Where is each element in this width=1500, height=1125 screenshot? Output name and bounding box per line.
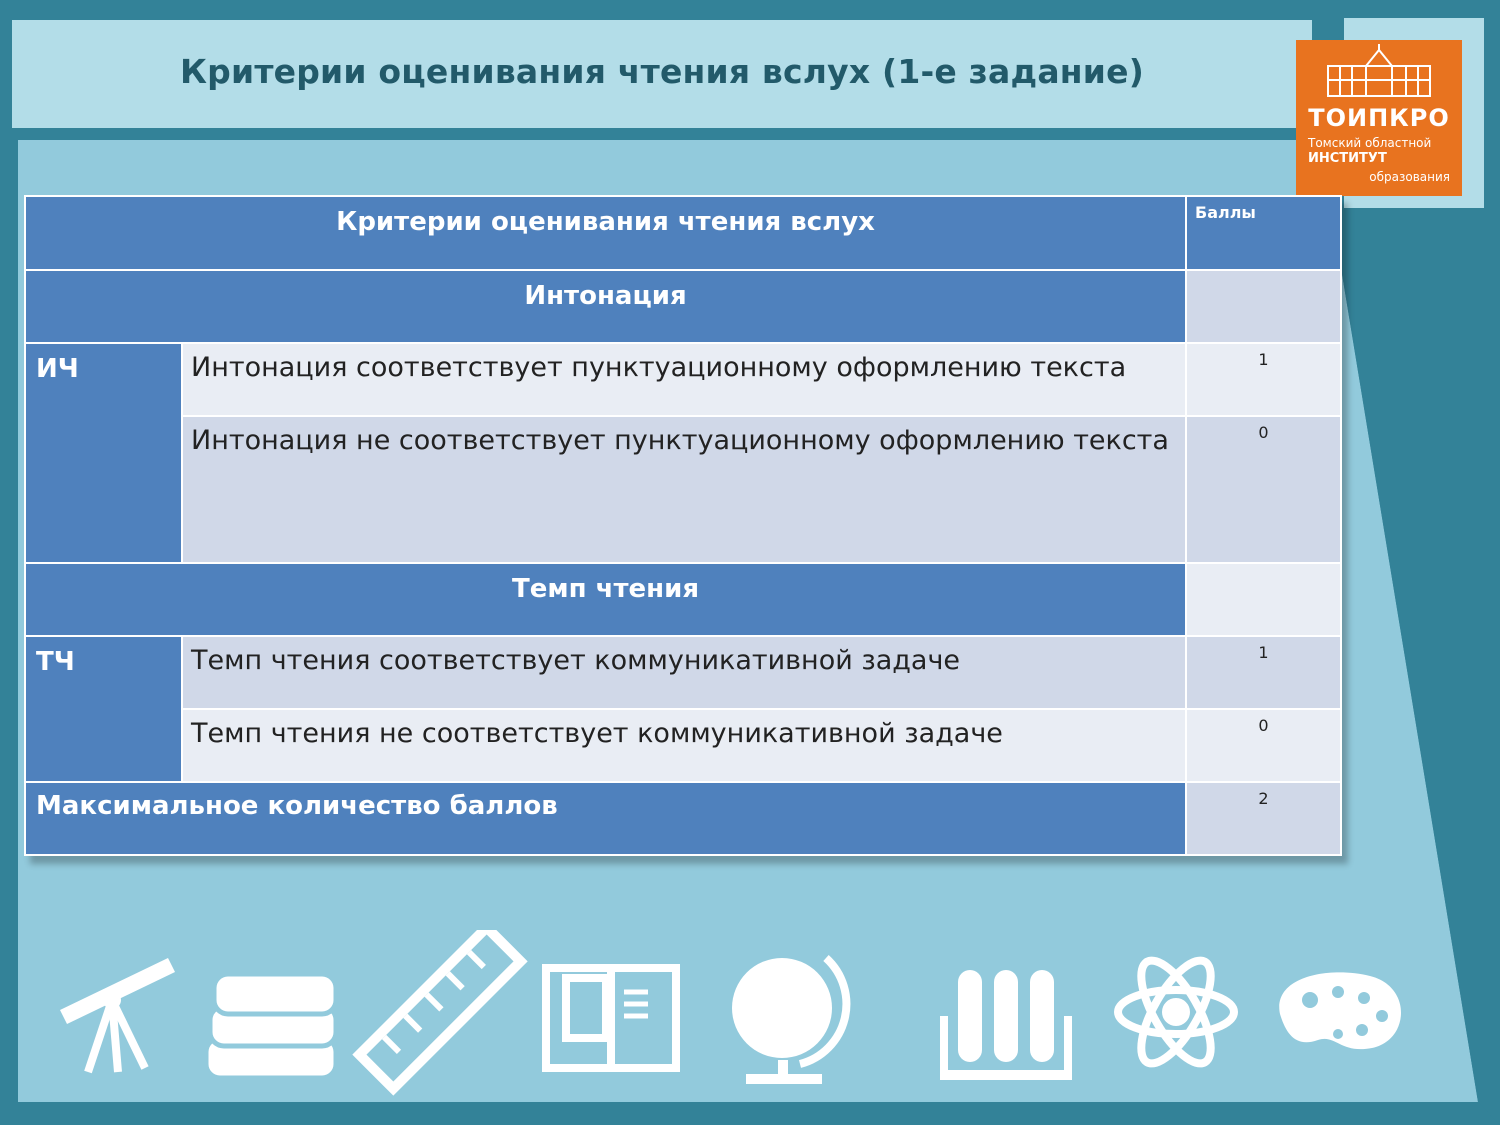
criterion-description: Темп чтения соответствует коммуникативной задаче [191, 645, 961, 676]
building-icon [1296, 40, 1462, 104]
logo-name: ТОИПКРО [1308, 104, 1450, 132]
score-header-label: Баллы [1195, 203, 1256, 222]
criterion-description: Интонация соответствует пунктуационному оформлению текста [191, 352, 1127, 383]
max-score-label: Максимальное количество баллов [36, 791, 558, 821]
max-score-value: 2 [1258, 789, 1269, 808]
telescope-icon [60, 958, 175, 1072]
table-header-cell [25, 196, 1186, 270]
criterion-row [182, 709, 1186, 782]
max-score-cell [1186, 782, 1341, 855]
criterion-score-cell [1186, 343, 1341, 416]
section-score-cell [1186, 563, 1341, 636]
section-header-intonation [25, 270, 1186, 343]
section-score-cell [1186, 270, 1341, 343]
section-header-tempo [25, 563, 1186, 636]
criteria-table [24, 195, 1342, 856]
criterion-score: 0 [1258, 423, 1269, 442]
logo-line-1: Томский областной [1308, 136, 1432, 150]
subject-icons-strip [0, 930, 1500, 1100]
criterion-code: ТЧ [36, 647, 75, 677]
section-title: Темп чтения [511, 574, 700, 604]
criterion-score-cell [1186, 416, 1341, 563]
max-score-row [25, 782, 1186, 855]
criterion-code-cell [25, 343, 182, 563]
criterion-row [182, 636, 1186, 709]
toipkro-logo [1296, 40, 1462, 196]
palette-icon [1279, 972, 1401, 1049]
section-title: Интонация [524, 281, 687, 311]
criterion-row [182, 416, 1186, 563]
atom-icon [1118, 951, 1234, 1073]
table-header-title: Критерии оценивания чтения вслух [336, 207, 875, 237]
criterion-score-cell [1186, 709, 1341, 782]
test-tubes-icon [940, 970, 1072, 1080]
criterion-row [182, 343, 1186, 416]
slide-title: Критерии оценивания чтения вслух (1-е задание) [180, 52, 1144, 91]
globe-icon [732, 958, 846, 1084]
criterion-score-cell [1186, 636, 1341, 709]
criterion-code-cell [25, 636, 182, 782]
logo-line-3: образования [1369, 170, 1450, 184]
criterion-score: 1 [1258, 643, 1269, 662]
logo-line-2: ИНСТИТУТ [1308, 151, 1387, 166]
criterion-description: Интонация не соответствует пунктуационному оформлению текста [191, 425, 1169, 456]
criterion-description: Темп чтения не соответствует коммуникативной задаче [191, 718, 1003, 749]
score-header-cell [1186, 196, 1341, 270]
criterion-code: ИЧ [36, 354, 79, 384]
books-icon [206, 974, 336, 1078]
criterion-score: 1 [1258, 350, 1269, 369]
ruler-icon [359, 930, 520, 1089]
criterion-score: 0 [1258, 716, 1269, 735]
open-book-icon [546, 968, 676, 1068]
